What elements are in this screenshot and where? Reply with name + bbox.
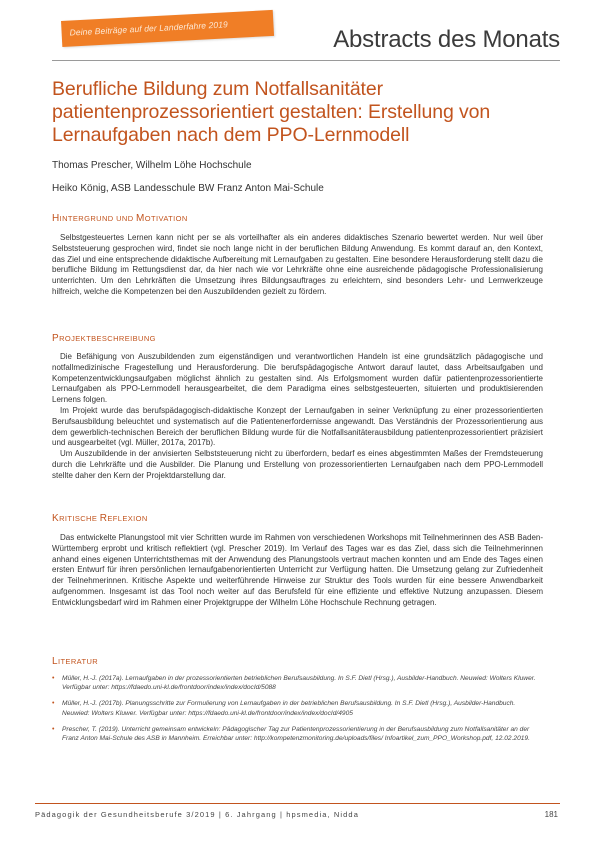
paragraph: Im Projekt wurde das berufspädagogisch-didaktische Konzept der Lernaufgaben in seiner Verknüpfung zu einer prozessorientierten Berufsausbildung beleuchtet und systematisch auf die Patientenerfordernisse angewandt. Das Verständnis der Prozessorientierung aus dem gewerblich-technischen Bereich der beruflichen Bildung wurde für die Notfallsanitäterausbildung patientenprozessorientiert präzisiert und ausgearbeitet (vgl. Müller, 2017a, 2017b). bbox=[52, 405, 543, 448]
heading-projektbeschreibung: PROJEKTBESCHREIBUNG bbox=[52, 333, 156, 344]
paragraph-hintergrund bbox=[52, 233, 543, 298]
section-title: Abstracts des Monats bbox=[333, 26, 560, 53]
heading-hintergrund: HINTERGRUND UND MOTIVATION bbox=[52, 213, 188, 224]
reference-item: • Prescher, T. (2019). Unterricht gemeinsam entwickeln: Pädagogischer Tag zur Patientenprozessorientierung in der Berufsausbildung zum Notfallsanitäter an der Franz Anton Mai-Schule des ASB in Mannheim. Erreichbar unter: http://kompetenzmonitoring.de/uploads/files/ Infoartikel_zum_PPO_Workshop.pdf, 12.02.2019. bbox=[52, 725, 530, 743]
heading-literatur: LITERATUR bbox=[52, 656, 99, 667]
heading-kritische-reflexion: KRITISCHE REFLEXION bbox=[52, 513, 148, 524]
bullet-icon: • bbox=[52, 675, 55, 682]
bullet-icon: • bbox=[52, 700, 55, 708]
event-badge bbox=[61, 10, 274, 47]
reference-item: • Müller, H.-J. (2017a). Lernaufgaben in der prozessorientierten betrieblichen Berufsausbildung. In S.F. Dietl (Hrsg.), Ausbilder-Handbuch. Neuwied: Wolters Kluwer. Verfügbar unter: https://fdaedo.uni-kl.de/frontdoor/index/index/docId/5088 bbox=[52, 675, 536, 692]
event-badge-text: Deine Beiträge auf der Landerfahre 2019 bbox=[69, 19, 229, 38]
author-line-2: Heiko König, ASB Landesschule BW Franz Anton Mai-Schule bbox=[52, 183, 324, 194]
paragraph: Das entwickelte Planungstool mit vier Schritten wurde im Rahmen von verschiedenen Workshops mit Teilnehmerinnen des ASB Baden-Württemberg erprobt und kritisch reflektiert (vgl. Prescher 2019). Im Verlauf des Tages war es das Ziel, dass sich die Teilnehmerinnen anhand eines eigenen Unterrichtsthemas mit der Anwendung des Planungstools vertraut machen konnten und am Ende des Tages einen ersten Entwurf für ihren persönlichen lernaufgabenorientierten Unterricht zur Verfügung hatten. Die Umsetzung gelang zur Zufriedenheit der Teilnehmerinnen. Kritische Aspekte und weiterführende Hinweise zur Struktur des Tools wurden für eine bessere Anwendbarkeit aufgenommen. Insgesamt ist das Tool noch weiter auf das Berufsfeld für eine effiziente und effektive Nutzung anzupassen. Diesem Entwicklungsbedarf wird im Rahmen einer Projektgruppe der Wilhelm Löhe Hochschule Rechnung getragen. bbox=[52, 533, 543, 607]
article-title: Berufliche Bildung zum Notfallsanitäter patientenprozessorientiert gestalten: Erstellung von Lernaufgaben nach dem PPO-Lernmodell bbox=[52, 78, 491, 146]
footer-text: Pädagogik der Gesundheitsberufe 3/2019 | 6. Jahrgang | hpsmedia, Nidda bbox=[35, 810, 359, 819]
reference-item: • Müller, H.-J. (2017b). Planungsschritte zur Formulierung von Lernaufgaben in der betrieblichen Berufsausbildung. In S.F. Dietl (Hrsg.), Ausbilder-Handbuch. Neuwied: Wolters Kluwer. Verfügbar unter: https://fdaedo.uni-kl.de/frontdoor/index/index/docId/4905 bbox=[52, 700, 516, 717]
footer-divider bbox=[35, 803, 560, 804]
paragraph-projektbeschreibung bbox=[52, 352, 543, 482]
paragraph: Selbstgesteuertes Lernen kann nicht per se als vorteilhafter als ein anderes didaktisches Szenario bewertet werden. Nur weil über Selbststeuerung gesprochen wird, findet sie noch lange nicht in der beruflichen Bildung Anwendung. Es kommt darauf an, den Kontext, das Ziel und eine entsprechende didaktische Aufbereitung mit Lernaufgaben zu gestalten. Eine besondere Herausforderung stellt dazu die berufliche Bildung im Rettungsdienst dar, da hier nach wie vor Lehrkräfte ohne eine ausreichende pädagogische Professionalisierung unterrichten. Um den Lehrkräften die Umsetzung ihres Bildungsauftrages zu erleichtern, sind besonders Lehr- und Lernwerkzeuge hilfreich, welche die Kompetenzen bei den Auszubildenden gezielt zu fördern. bbox=[52, 233, 543, 296]
paragraph: Um Auszubildende in der anvisierten Selbststeuerung nicht zu überfordern, bedarf es eines abgestimmten Maßes der Fremdsteuerung durch die Lehrkräfte und die Ausbilder. Die Planung und Erstellung von prozessorientierten Lernaufgaben nach dem PPO-Lernmodell stellte daher den Kern der Projektdarstellung dar. bbox=[52, 449, 543, 480]
paragraph: Die Befähigung von Auszubildenden zum eigenständigen und verantwortlichen Handeln ist eine grundsätzlich pädagogische und notfallmedizinische Fragestellung und Herausforderung. Die berufspädagogische Antwort darauf lautet, dass Arbeitsaufgaben und Kompetenzentwicklungsaufgaben möglichst ähnlich zu gestalten sind. Als Erfolgsmoment wurden dafür patientenprozessorientierte Lernaufgaben als PPO-Lernmodell herausgearbeitet, die dem Paradigma eines selbstgesteuerten, situierten und produktisierenden Lernens folgen. bbox=[52, 352, 543, 405]
bullet-icon: • bbox=[52, 725, 55, 733]
header-divider bbox=[52, 60, 560, 61]
paragraph-kritische-reflexion bbox=[52, 533, 543, 609]
page-number: 181 bbox=[544, 810, 558, 819]
author-line-1: Thomas Prescher, Wilhelm Löhe Hochschule bbox=[52, 160, 252, 171]
reference-list bbox=[52, 674, 543, 750]
